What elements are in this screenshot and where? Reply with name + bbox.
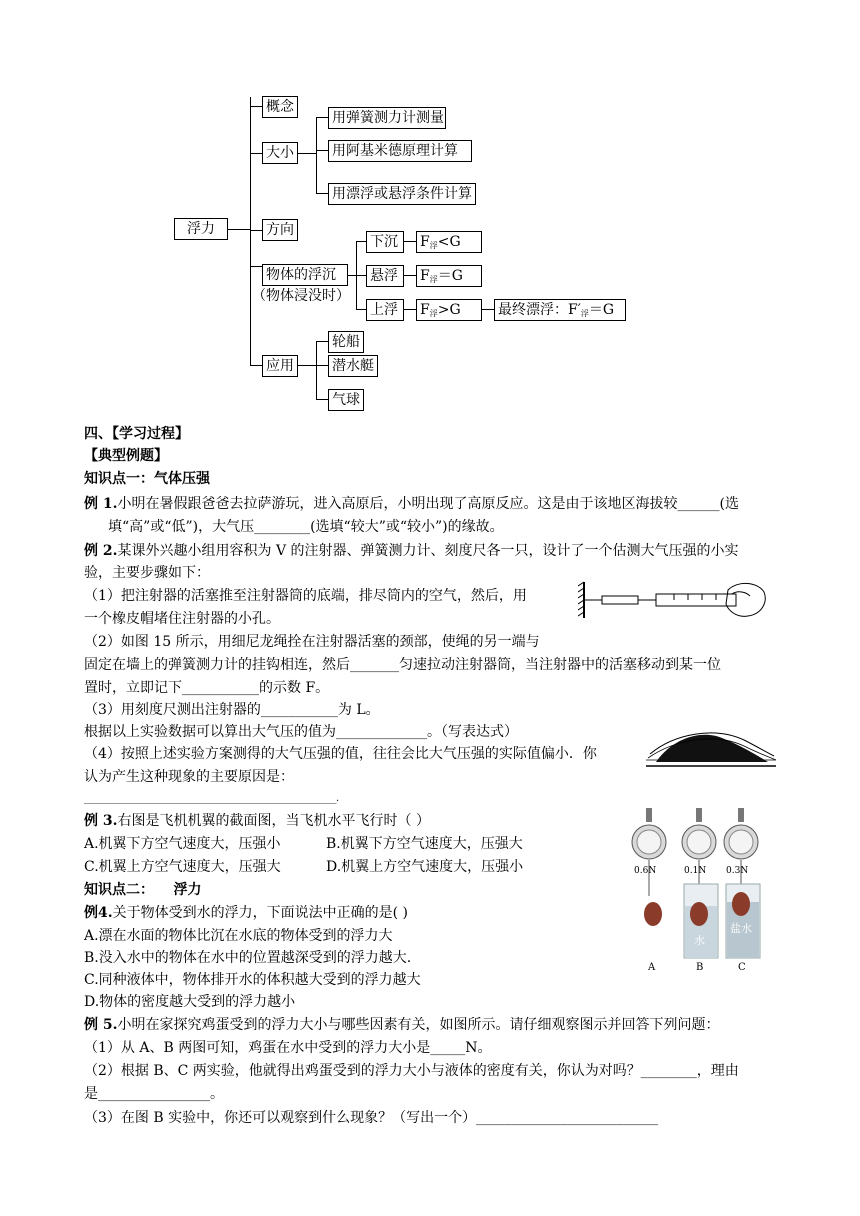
- reading-b: 0.1N: [684, 866, 707, 876]
- liquid-c-label: 盐水: [730, 922, 752, 935]
- example-3-option-c: C.机翼上方空气速度大，压强大: [84, 859, 281, 875]
- cond-sink: $F_浮<G$: [416, 231, 482, 253]
- knowledge-point-1: 知识点一：气体压强: [84, 471, 210, 487]
- example-2-step-3b: 根据以上实验数据可以算出大气压的值为_____________。（写表达式）: [84, 724, 518, 740]
- example-1-line-1: 例 1.小明在暑假跟爸爸去拉萨游玩，进入高原后，小明出现了高原反应。这是由于该地区海拔较______(选: [84, 496, 739, 512]
- state-suspend: 悬浮: [366, 265, 404, 287]
- section-title: 四、【学习过程】: [84, 426, 189, 442]
- app-balloon: 气球: [328, 389, 364, 411]
- example-3-stem: 例 3.右图是飞机机翼的截面图，当飞机水平飞行时（ ）: [84, 813, 430, 829]
- app-ship: 轮船: [328, 331, 364, 353]
- label-b: B: [696, 962, 704, 973]
- example-2-line-2: 验，主要步骤如下：: [84, 565, 210, 581]
- node-direction: 方向: [262, 219, 298, 241]
- example-4-option-d: D.物体的密度越大受到的浮力越小: [84, 994, 296, 1010]
- liquid-b-label: 水: [694, 934, 705, 947]
- example-2-step-1b: 一个橡皮帽堵住注射器的小孔。: [84, 611, 280, 627]
- node-application: 应用: [262, 355, 298, 377]
- node-size: 大小: [262, 142, 298, 164]
- node-sinkfloat: 物体的浮沉: [262, 264, 348, 286]
- example-2-step-2c: 置时，立即记下___________的示数 F。: [84, 680, 330, 696]
- example-2-line-1: 例 2.某课外兴趣小组用容积为 V 的注射器、弹簧测力计、刻度尺各一只，设计了一个估测大气压强的小实: [84, 543, 739, 559]
- example-1-line-2: 填“高”或“低”)，大气压________(选填“较大”或“较小”)的缘故。: [108, 519, 504, 535]
- final-float: 最终漂浮：$F'_浮=G$: [494, 299, 626, 321]
- example-2-step-4b: 认为产生这种现象的主要原因是：: [84, 769, 294, 785]
- reading-c: 0.3N: [726, 866, 749, 876]
- root-node: 浮力: [174, 218, 228, 240]
- example-2-step-4a: （4）按照上述实验方案测得的大气压强的值，往往会比大气压强的实际值偏小．你: [84, 746, 597, 762]
- example-3-option-b: B.机翼下方空气速度大，压强大: [326, 836, 523, 852]
- example-3-option-a: A.机翼下方空气速度大，压强小: [84, 836, 281, 852]
- example-4-option-c: C.同种液体中，物体排开水的体积越大受到的浮力越大: [84, 972, 421, 988]
- example-2-step-1a: （1）把注射器的活塞推至注射器筒的底端，排尽筒内的空气，然后，用: [84, 588, 527, 604]
- example-5-q2a: （2）根据 B、C 两实验，他就得出鸡蛋受到的浮力大小与液体的密度有关，你认为对吗？________，理由: [84, 1063, 739, 1079]
- knowledge-point-2: 知识点二： 浮力: [84, 882, 202, 898]
- state-rise: 上浮: [366, 299, 404, 321]
- example-2-step-2b: 固定在墙上的弹簧测力计的挂钩相连，然后_______匀速拉动注射器筒，当注射器中的活塞移动到某一位: [84, 657, 721, 673]
- app-submarine: 潜水艇: [328, 355, 378, 377]
- sinkfloat-note: （物体浸没时）: [252, 288, 350, 304]
- reading-a: 0.6N: [634, 866, 657, 876]
- example-2-step-2a: （2）如图 15 所示，用细尼龙绳拴在注射器活塞的颈部，使绳的另一端与: [84, 634, 540, 650]
- example-2-step-3: （3）用刻度尺测出注射器的___________为 L。: [84, 702, 380, 718]
- example-5-q2b: 是________________。: [84, 1086, 224, 1102]
- example-2-step-4c: ________________________________________________________.: [84, 793, 339, 804]
- example-5-stem: 例 5.小明在家探究鸡蛋受到的浮力大小与哪些因素有关，如图所示。请仔细观察图示并回答下列问题：: [84, 1017, 720, 1033]
- state-sink: 下沉: [366, 231, 404, 253]
- cond-rise: $F_浮>G$: [416, 299, 482, 321]
- example-4-option-b: B.没入水中的物体在水中的位置越深受到的浮力越大.: [84, 950, 412, 966]
- example-3-option-d: D.机翼上方空气速度大，压强小: [326, 859, 524, 875]
- egg-buoyancy-figure: [628, 808, 768, 976]
- size-method-1: 用弹簧测力计测量: [328, 107, 446, 129]
- label-c: C: [738, 962, 746, 973]
- example-4-option-a: A.漂在水面的物体比沉在水底的物体受到的浮力大: [84, 928, 393, 944]
- size-method-2: 用阿基米德原理计算: [328, 140, 472, 162]
- syringe-figure: [578, 578, 768, 622]
- example-5-q3: （3）在图 B 实验中，你还可以观察到什么现象？（写出一个）__________________________: [84, 1110, 659, 1126]
- airfoil-figure: [644, 728, 778, 774]
- node-concept: 概念: [262, 96, 298, 118]
- cond-suspend: $F_浮=G$: [416, 265, 482, 287]
- size-method-3: 用漂浮或悬浮条件计算: [328, 183, 476, 205]
- label-a: A: [648, 962, 656, 973]
- example-4-stem: 例4.关于物体受到水的浮力，下面说法中正确的是( ): [84, 905, 408, 921]
- example-5-q1: （1）从 A、B 两图可知，鸡蛋在水中受到的浮力大小是_____N。: [84, 1040, 492, 1056]
- subsection-title: 【典型例题】: [84, 448, 168, 464]
